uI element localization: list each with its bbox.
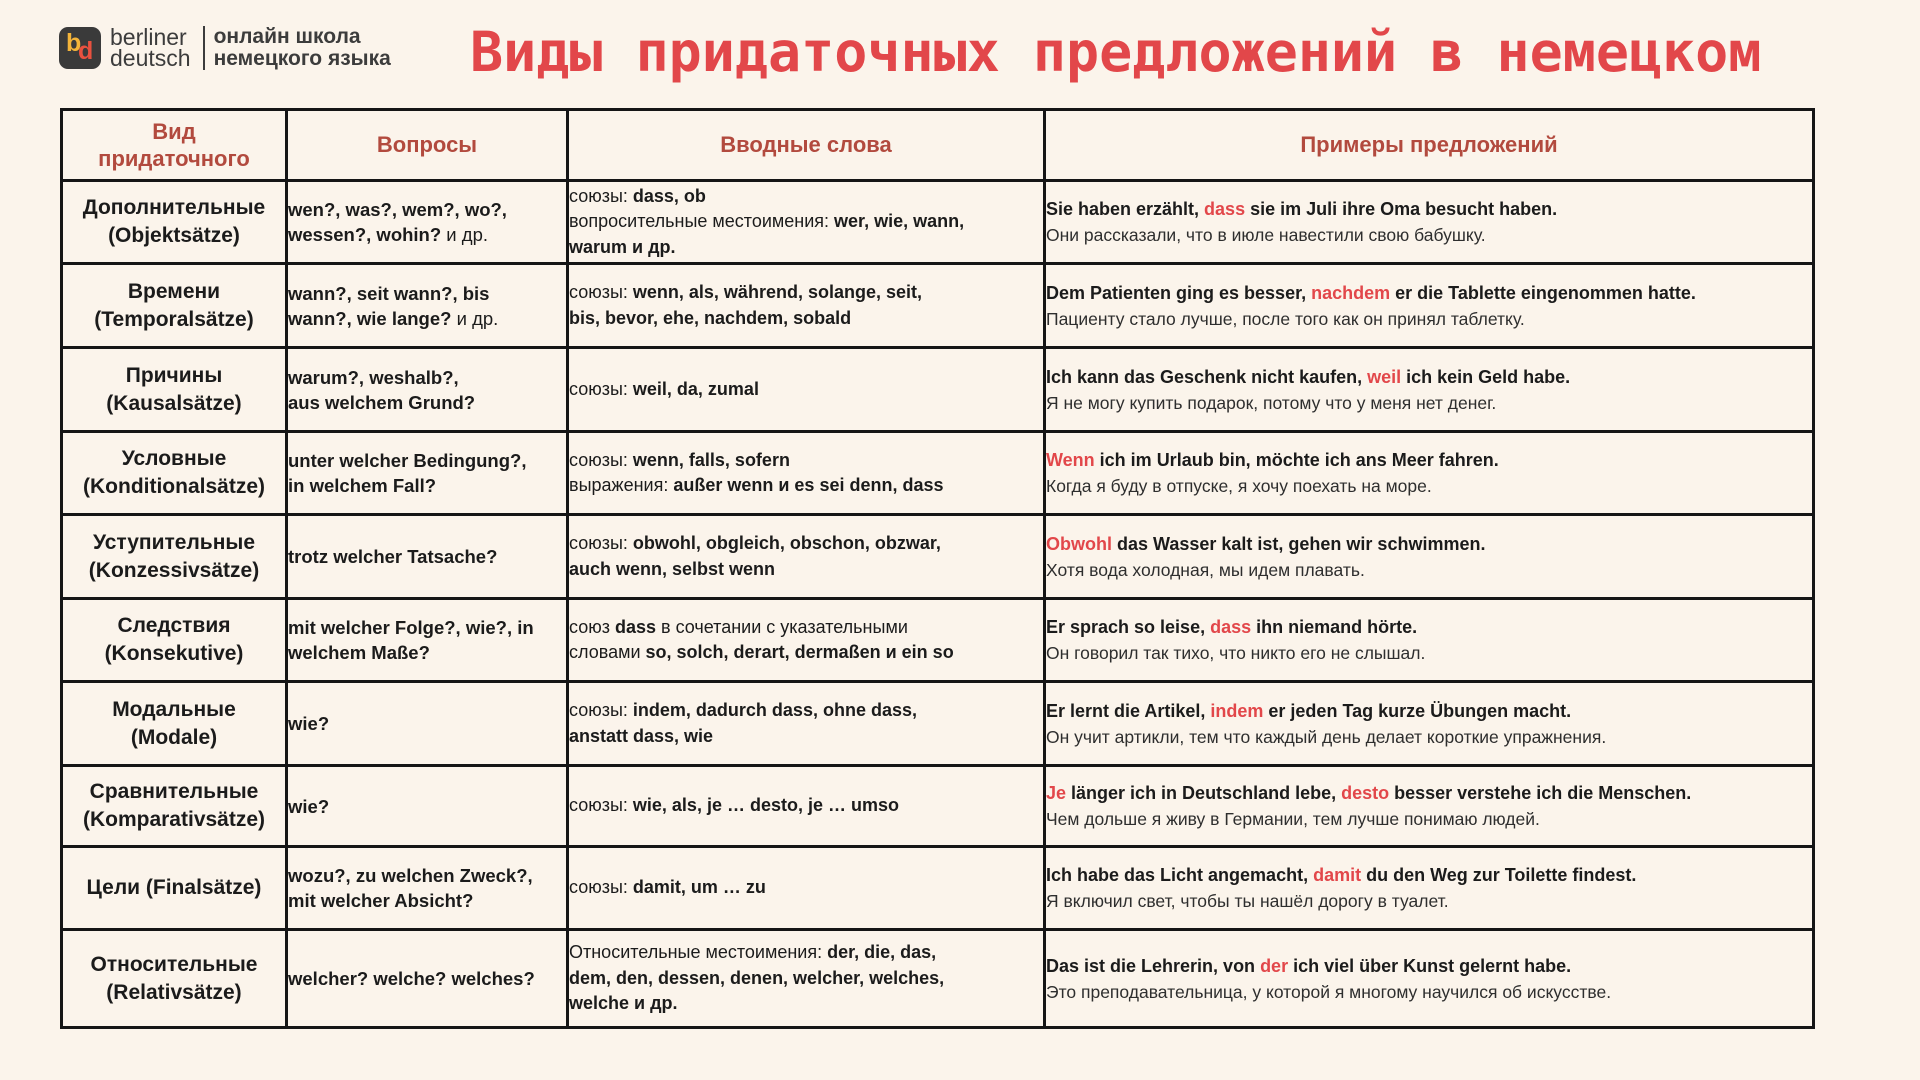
conjunction-list: der, die, das, <box>827 942 937 963</box>
clause-type-cell <box>62 847 287 930</box>
intro-line <box>569 875 1043 901</box>
clause-type-german-name: (Kausalsätze) <box>106 391 242 415</box>
highlighted-conjunction: Je <box>1046 783 1067 803</box>
german-example <box>1046 614 1812 640</box>
question-words: in welchem Fall? <box>288 475 437 496</box>
clause-type-cell <box>62 264 287 348</box>
logo-letter-b: b <box>66 29 82 57</box>
column-header-type <box>62 110 287 181</box>
german-example-text: länger ich in Deutschland lebe, <box>1066 783 1342 803</box>
table-body <box>62 181 1814 1028</box>
example-cell <box>1045 264 1814 348</box>
intro-label: союзы: <box>569 282 633 302</box>
question-line <box>288 966 566 991</box>
logo-tagline-line: немецкого языка <box>213 47 391 70</box>
intro-line <box>569 793 1043 819</box>
question-words: unter welcher Bedingung?, <box>288 450 527 471</box>
german-example-text: das Wasser kalt ist, gehen wir schwimmen. <box>1112 533 1486 554</box>
clause-type-cell <box>62 181 287 264</box>
german-example <box>1046 196 1812 222</box>
table-row <box>62 348 1814 432</box>
german-example <box>1046 862 1812 888</box>
german-example-text: du den Weg zur Toilette findest. <box>1361 865 1637 885</box>
clause-type-german-name: (Modale) <box>130 725 218 749</box>
intro-label: вопросительные местоимения: <box>569 211 835 232</box>
questions-cell <box>287 682 568 766</box>
question-line <box>288 197 566 222</box>
conjunction-list: wenn, als, während, solange, seit, <box>632 282 922 302</box>
conjunction-list: bis, bevor, ehe, nachdem, sobald <box>569 307 852 328</box>
example-cell <box>1045 766 1814 847</box>
german-example-text: er die Tablette eingenommen hatte. <box>1390 282 1696 303</box>
question-words: wie? <box>288 713 330 734</box>
conjunction-list: dass <box>614 616 656 637</box>
clause-type-name: Сравнительные <box>89 780 259 803</box>
questions-cell <box>287 847 568 930</box>
clause-type-name: Времени <box>127 279 221 303</box>
conjunction-list: warum и др. <box>569 236 676 257</box>
page-title: Виды придаточных предложений в немецком <box>470 20 1762 84</box>
highlighted-conjunction: Obwohl <box>1046 533 1112 554</box>
questions-cell <box>287 432 568 515</box>
german-example-text: er jeden Tag kurze Übungen macht. <box>1263 700 1572 721</box>
conjunction-list: damit, um … zu <box>632 877 766 898</box>
intro-line <box>569 280 1043 306</box>
german-example-text: Ich habe das Licht angemacht, <box>1046 865 1314 885</box>
conjunction-list: welche и др. <box>569 993 678 1014</box>
intro-label: союзы: <box>569 877 633 898</box>
question-words: wen?, was?, wem?, wo?, <box>288 199 507 220</box>
question-line <box>288 794 566 819</box>
clause-type-cell <box>62 682 287 766</box>
intro-line <box>569 615 1043 641</box>
highlighted-conjunction: Wenn <box>1046 450 1095 470</box>
table-row <box>62 847 1814 930</box>
intro-line <box>569 557 1043 583</box>
question-words: welcher? welche? welches? <box>288 968 535 989</box>
clause-type-german-name: (Relativsätze) <box>106 980 242 1004</box>
intro-line <box>569 531 1043 557</box>
clause-type-name: Модальные <box>112 697 236 721</box>
example-cell <box>1045 515 1814 599</box>
table-row <box>62 515 1814 599</box>
highlighted-conjunction: weil <box>1367 366 1402 387</box>
clause-type-german-name: (Konsekutive) <box>104 642 244 665</box>
table-header-row <box>62 110 1814 181</box>
german-example-text: Das ist die Lehrerin, von <box>1046 955 1261 976</box>
russian-translation: Когда я буду в отпуске, я хочу поехать на море. <box>1046 476 1432 496</box>
intro-label: союзы: <box>569 378 633 399</box>
conjunction-list: obwohl, obgleich, obschon, obzwar, <box>632 533 941 553</box>
question-line <box>288 222 566 247</box>
intro-line <box>569 235 1043 261</box>
german-example <box>1046 364 1812 390</box>
conjunction-list: wie, als, je … desto, je … umso <box>632 795 899 816</box>
table-row <box>62 432 1814 515</box>
conjunction-list: auch wenn, selbst wenn <box>569 558 776 579</box>
column-header-type-line: придаточного <box>98 146 250 171</box>
example-cell <box>1045 930 1814 1028</box>
german-example-text: Ich kann das Geschenk nicht kaufen, <box>1046 366 1368 387</box>
intro-line <box>569 184 1043 210</box>
intro-line <box>569 209 1043 235</box>
clause-type-cell <box>62 432 287 515</box>
table-row <box>62 264 1814 348</box>
question-words: warum?, weshalb?, <box>288 366 459 388</box>
column-header-examples: Примеры предложений <box>1045 110 1814 181</box>
logo <box>59 26 391 70</box>
logo-tagline-line: онлайн школа <box>213 25 361 48</box>
question-words: wessen?, wohin? <box>288 224 442 245</box>
question-words: wie? <box>288 795 330 817</box>
highlighted-conjunction: nachdem <box>1311 282 1391 303</box>
german-example <box>1046 531 1812 557</box>
german-example-text: besser verstehe ich die Menschen. <box>1389 783 1692 803</box>
clause-type-german-name: (Objektsätze) <box>108 224 240 247</box>
table-row <box>62 599 1814 682</box>
intro-line <box>569 698 1043 724</box>
questions-cell <box>287 348 568 432</box>
table-row <box>62 682 1814 766</box>
brand-name-line: deutsch <box>110 45 191 71</box>
intro-label: в сочетании с указательными <box>656 616 908 637</box>
intro-line <box>569 377 1043 403</box>
clause-type-name: Относительные <box>90 952 258 976</box>
example-cell <box>1045 847 1814 930</box>
german-example-text: Er lernt die Artikel, <box>1046 700 1211 721</box>
question-line <box>288 888 566 913</box>
intro-words-cell <box>568 264 1045 348</box>
highlighted-conjunction: damit <box>1313 865 1362 885</box>
question-words: wann?, wie lange? <box>288 307 452 329</box>
question-line <box>288 711 566 736</box>
example-cell <box>1045 599 1814 682</box>
russian-translation: Чем дольше я живу в Германии, тем лучше понимаю людей. <box>1046 809 1540 829</box>
table-header <box>62 110 1814 181</box>
questions-cell <box>287 766 568 847</box>
question-line <box>288 473 566 498</box>
clause-type-name: Цели (Finalsätze) <box>86 876 262 899</box>
clause-type-german-name: (Konzessivsätze) <box>88 558 260 582</box>
question-line <box>288 640 566 665</box>
german-example <box>1046 698 1812 724</box>
highlighted-conjunction: desto <box>1341 783 1390 803</box>
intro-line <box>569 940 1043 966</box>
conjunction-list: dass, ob <box>632 185 706 206</box>
intro-line <box>569 640 1043 666</box>
german-example <box>1046 280 1812 306</box>
russian-translation: Он говорил так тихо, что никто его не слышал. <box>1046 643 1426 663</box>
clause-type-cell <box>62 515 287 599</box>
german-example-text: Sie haben erzählt, <box>1046 199 1205 219</box>
intro-line <box>569 991 1043 1017</box>
logo-letter-d: d <box>78 37 94 65</box>
question-line <box>288 863 566 888</box>
conjunction-list: wer, wie, wann, <box>834 211 965 232</box>
conjunction-list: dem, den, dessen, denen, welcher, welches, <box>569 967 945 988</box>
question-words: mit welcher Folge?, wie?, in <box>288 617 534 638</box>
example-cell <box>1045 432 1814 515</box>
clause-type-name: Уступительные <box>92 530 255 554</box>
question-line <box>288 365 566 390</box>
intro-line <box>569 724 1043 750</box>
intro-label: союзы: <box>569 533 633 553</box>
intro-words-cell <box>568 766 1045 847</box>
clause-type-german-name: (Komparativsätze) <box>82 808 266 831</box>
intro-label: словами <box>569 642 646 662</box>
question-line <box>288 544 566 569</box>
german-example-text: ich kein Geld habe. <box>1401 366 1571 387</box>
question-words: trotz welcher Tatsache? <box>288 546 498 567</box>
intro-line <box>569 306 1043 332</box>
clause-type-name: Дополнительные <box>82 196 266 219</box>
conjunction-list: wenn, falls, sofern <box>632 449 790 470</box>
column-header-type-line: Вид <box>152 119 196 144</box>
column-header-intro-words: Вводные слова <box>568 110 1045 181</box>
german-example-text: ich viel über Kunst gelernt habe. <box>1288 955 1572 976</box>
question-words: mit welcher Absicht? <box>288 890 474 911</box>
russian-translation: Он учит артикли, тем что каждый день делает короткие упражнения. <box>1046 726 1607 747</box>
russian-translation: Я включил свет, чтобы ты нашёл дорогу в туалет. <box>1046 891 1449 911</box>
clause-type-cell <box>62 599 287 682</box>
logo-mark <box>59 27 101 69</box>
clause-type-cell <box>62 930 287 1028</box>
questions-cell <box>287 181 568 264</box>
conjunction-list: weil, da, zumal <box>632 378 759 399</box>
intro-words-cell <box>568 599 1045 682</box>
question-words: wann?, seit wann?, bis <box>288 282 490 304</box>
question-words: aus welchem Grund? <box>288 391 476 413</box>
intro-line <box>569 966 1043 992</box>
question-line <box>288 390 566 415</box>
questions-cell <box>287 930 568 1028</box>
brand-name <box>110 24 191 71</box>
question-line <box>288 615 566 640</box>
intro-words-cell <box>568 432 1045 515</box>
intro-words-cell <box>568 682 1045 766</box>
german-example-text: sie im Juli ihre Oma besucht haben. <box>1245 199 1558 219</box>
logo-divider <box>203 26 205 70</box>
russian-translation: Они рассказали, что в июле навестили свою бабушку. <box>1046 225 1486 245</box>
highlighted-conjunction: der <box>1260 955 1289 976</box>
example-cell <box>1045 348 1814 432</box>
german-example <box>1046 447 1812 473</box>
example-cell <box>1045 181 1814 264</box>
intro-words-cell <box>568 515 1045 599</box>
question-words: welchem Maße? <box>288 642 430 663</box>
intro-label: союзы: <box>569 185 633 206</box>
column-header-questions: Вопросы <box>287 110 568 181</box>
question-note: и др. <box>451 307 499 329</box>
clause-type-name: Причины <box>125 363 223 387</box>
clause-type-cell <box>62 348 287 432</box>
russian-translation: Хотя вода холодная, мы идем плавать. <box>1046 559 1365 580</box>
german-example-text: Dem Patienten ging es besser, <box>1046 282 1312 303</box>
clause-type-german-name: (Temporalsätze) <box>94 307 254 331</box>
question-words: wozu?, zu welchen Zweck?, <box>288 865 533 886</box>
highlighted-conjunction: dass <box>1204 199 1246 219</box>
german-example-text: ich im Urlaub bin, möchte ich ans Meer fahren. <box>1094 450 1499 470</box>
highlighted-conjunction: indem <box>1210 700 1264 721</box>
german-example-text: Er sprach so leise, <box>1046 617 1211 637</box>
intro-line <box>569 473 1043 499</box>
table-row <box>62 766 1814 847</box>
example-cell <box>1045 682 1814 766</box>
russian-translation: Я не могу купить подарок, потому что у меня нет денег. <box>1046 392 1497 413</box>
questions-cell <box>287 599 568 682</box>
intro-label: союз <box>569 616 615 637</box>
subordinate-clauses-table <box>60 108 1815 1029</box>
intro-label: выражения: <box>569 475 674 495</box>
clause-type-name: Условные <box>121 447 227 470</box>
intro-words-cell <box>568 181 1045 264</box>
clause-type-german-name: (Konditionalsätze) <box>83 475 265 498</box>
german-example-text: ihn niemand hörte. <box>1251 617 1418 637</box>
intro-label: союзы: <box>569 449 633 470</box>
questions-cell <box>287 264 568 348</box>
highlighted-conjunction: dass <box>1210 617 1252 637</box>
intro-label: союзы: <box>569 700 633 720</box>
clause-type-name: Следствия <box>117 614 231 637</box>
question-note: и др. <box>441 224 489 245</box>
intro-words-cell <box>568 847 1045 930</box>
conjunction-list: indem, dadurch dass, ohne dass, <box>632 700 917 720</box>
german-example <box>1046 780 1812 806</box>
intro-label: союзы: <box>569 795 633 816</box>
conjunction-list: anstatt dass, wie <box>569 725 714 746</box>
brand-name-line: berliner <box>110 24 187 50</box>
question-line <box>288 281 566 306</box>
intro-words-cell <box>568 348 1045 432</box>
intro-line <box>569 448 1043 474</box>
german-example <box>1046 953 1812 979</box>
question-line <box>288 306 566 331</box>
russian-translation: Пациенту стало лучше, после того как он принял таблетку. <box>1046 308 1525 329</box>
table-row <box>62 181 1814 264</box>
intro-label: Относительные местоимения: <box>569 942 828 963</box>
conjunction-list: außer wenn и es sei denn, dass <box>673 475 944 495</box>
question-line <box>288 448 566 473</box>
table-row <box>62 930 1814 1028</box>
logo-tagline <box>214 26 391 70</box>
questions-cell <box>287 515 568 599</box>
intro-words-cell <box>568 930 1045 1028</box>
russian-translation: Это преподавательница, у которой я многому научился об искусстве. <box>1046 981 1612 1002</box>
conjunction-list: so, solch, derart, dermaßen и ein so <box>645 642 954 662</box>
clause-type-cell <box>62 766 287 847</box>
